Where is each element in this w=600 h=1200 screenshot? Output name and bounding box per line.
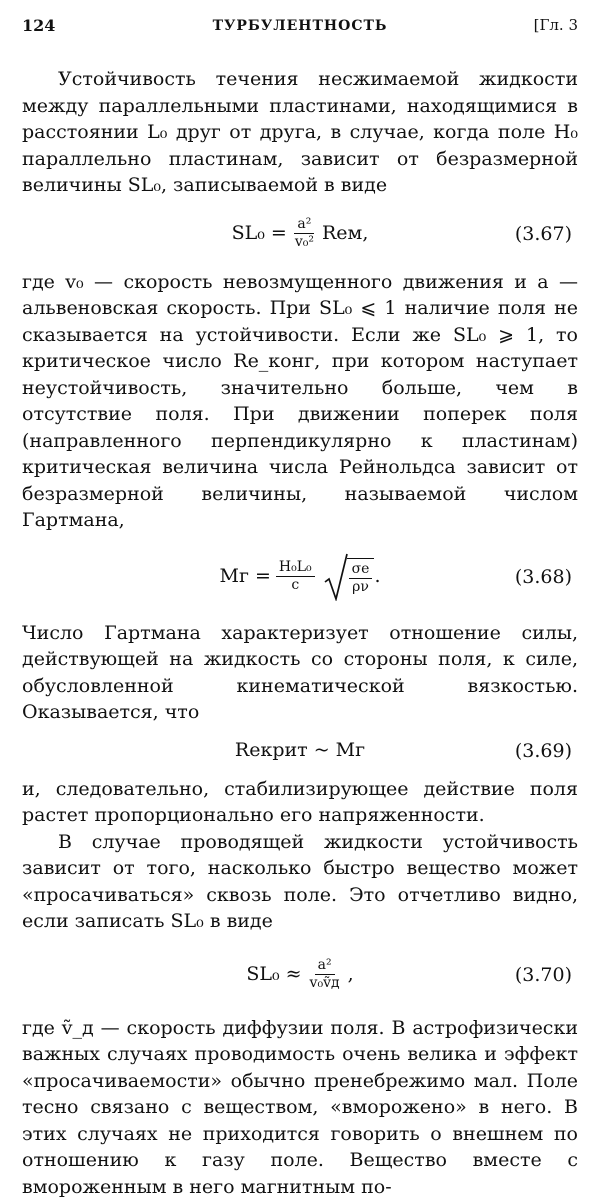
- paragraph-1: Устойчивость течения несжимаемой жидкости между параллельными пластинами, находящимися в расстоянии L₀ друг от друга, в случае, когда поле H₀ параллельно пластинам, зависит от безразмерной величины SL₀, записываемой в виде: [22, 66, 578, 199]
- paragraph-4: и, следовательно, стабилизирующее действие поля растет пропорционально его напряженности.: [22, 776, 578, 829]
- equation-number: (3.70): [515, 961, 572, 988]
- equation-number: (3.68): [515, 563, 572, 590]
- paragraph-5: В случае проводящей жидкости устойчивость зависит от того, насколько быстро вещество может «просачиваться» сквозь поле. Это отчетливо видно, если записать SL₀ в виде: [22, 829, 578, 935]
- fraction-sigma-rho-nu: $\frac{\sigma e}{\rho\nu}$: [349, 561, 373, 596]
- equation-number: (3.69): [515, 737, 572, 764]
- equation-3-68: Mг = $\frac{\text{H₀L₀}}{c}$ $\frac{\sigma e}{\rho\nu}$ . (3.68): [22, 534, 578, 620]
- equation-3-70: SL₀ ≈ $\frac{\text{a²}}{\text{v₀ṽд}}$ , (3.70): [22, 935, 578, 1015]
- radical-sign-icon: [324, 553, 348, 601]
- fraction-a2-v02: $\frac{\text{a²}}{\text{v₀²}}$: [292, 216, 317, 251]
- paragraph-2: где v₀ — скорость невозмущенного движения и a — альвеновская скорость. При SL₀ ⩽ 1 наличие поля не сказывается на устойчивости. Если же SL₀ ⩾ 1, то критическое число Re_конг, при котором наступает неустойчивость, значительно больше, чем в отсутствие поля. При движении поперек поля (направленного перпендикулярно к пластинам) критическая величина числа Рейнольдса зависит от безразмерной величины, называемой числом Гартмана,: [22, 269, 578, 534]
- paragraph-3: Число Гартмана характеризует отношение силы, действующей на жидкость со стороны поля, к силе, обусловленной кинематической вязкостью. Оказывается, что: [22, 620, 578, 726]
- equation-number: (3.67): [515, 220, 572, 247]
- fraction-a2-v0vd: $\frac{\text{a²}}{\text{v₀ṽд}}$: [307, 957, 343, 992]
- chapter-label: [Гл. 3: [534, 16, 578, 34]
- fraction-h0l0-c: $\frac{\text{H₀L₀}}{c}$: [276, 559, 315, 594]
- page-header: [22, 16, 578, 42]
- paragraph-6: где ṽ_д — скорость диффузии поля. В астрофизически важных случаях проводимость очень велика и эффект «просачиваемости» обычно пренебрежимо мал. Поле тесно связано с веществом, «вморожено» в него. В этих случаях не приходится говорить о внешнем по отношению к газу поле. Вещество вместе с вмороженным в него магнитным по-: [22, 1015, 578, 1200]
- running-title: ТУРБУЛЕНТНОСТЬ: [22, 18, 578, 34]
- equation-3-67: SL₀ = $\frac{\text{a²}}{\text{v₀²}}$ Reм, (3.67): [22, 199, 578, 269]
- page-number: 124: [22, 16, 55, 35]
- page-body: [22, 66, 578, 1200]
- square-root: [324, 553, 375, 601]
- equation-3-69: Reкрит ~ Mг (3.69): [22, 726, 578, 776]
